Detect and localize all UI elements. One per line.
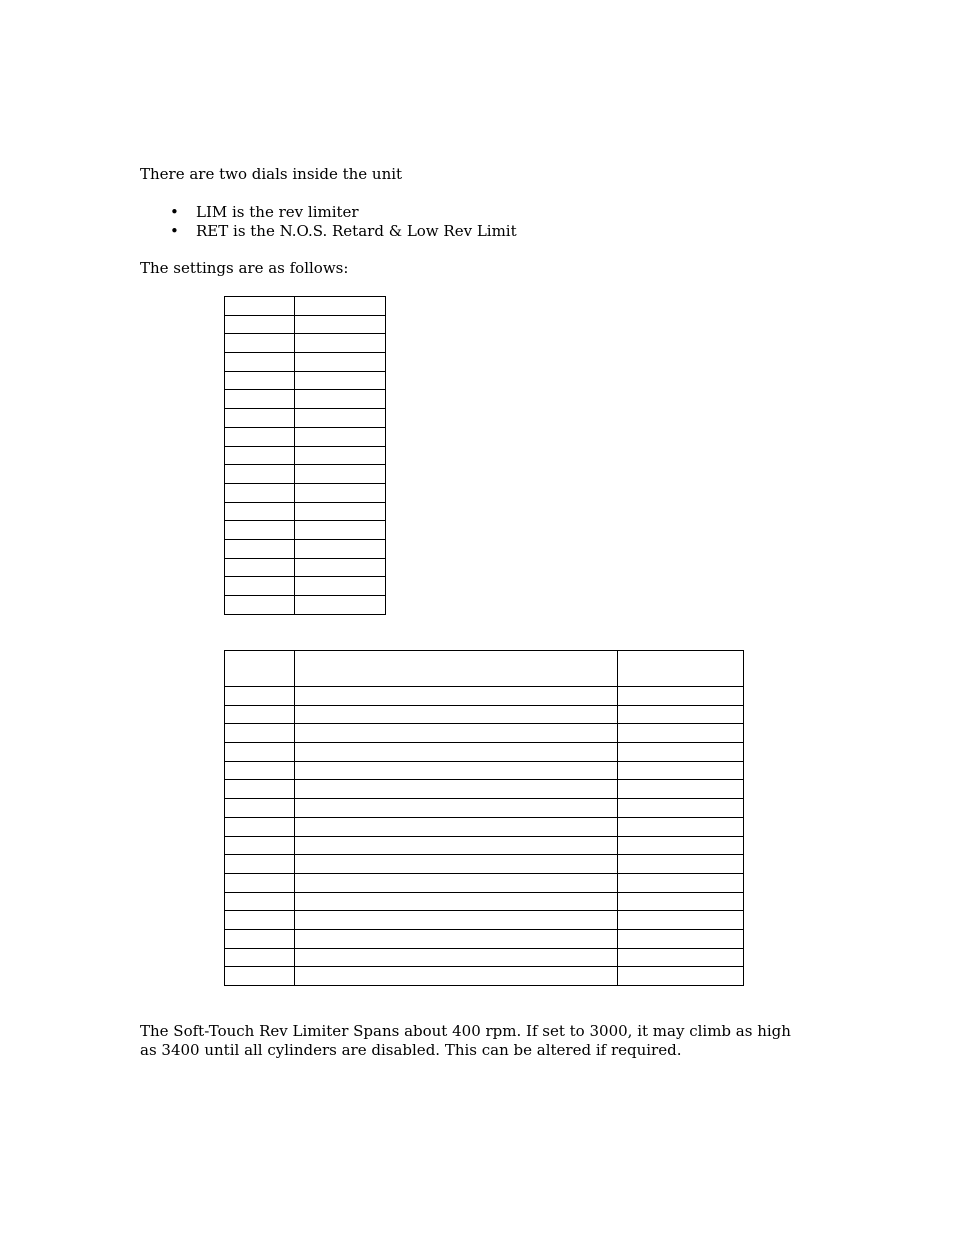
table-row xyxy=(225,743,744,762)
table-cell xyxy=(225,651,295,687)
table-row xyxy=(225,799,744,818)
table-cell xyxy=(295,483,386,502)
table-cell xyxy=(295,911,618,930)
table-row xyxy=(225,873,744,892)
table-cell xyxy=(225,948,295,967)
table-row xyxy=(225,817,744,836)
table-cell xyxy=(225,743,295,762)
table-cell xyxy=(225,353,295,372)
table-cell xyxy=(295,539,386,558)
table-cell xyxy=(295,687,618,706)
table-cell xyxy=(295,446,386,465)
table-cell xyxy=(225,577,295,596)
table-row xyxy=(225,651,744,687)
table-cell xyxy=(225,687,295,706)
table-cell xyxy=(225,371,295,390)
table-row xyxy=(225,929,744,948)
table-cell xyxy=(225,836,295,855)
table-cell xyxy=(618,817,744,836)
table-cell xyxy=(618,929,744,948)
table-cell xyxy=(225,596,295,615)
table-cell xyxy=(618,855,744,874)
table-row xyxy=(225,761,744,780)
table-cell xyxy=(618,836,744,855)
table-cell xyxy=(295,780,618,799)
table-row xyxy=(225,724,744,743)
table-cell xyxy=(295,353,386,372)
table-cell xyxy=(295,297,386,316)
table-cell xyxy=(225,780,295,799)
table-row xyxy=(225,596,386,615)
table-row xyxy=(225,539,386,558)
dial-list xyxy=(140,203,517,241)
table-row xyxy=(225,855,744,874)
table-cell xyxy=(295,799,618,818)
table-cell xyxy=(295,743,618,762)
settings-intro-text: The settings are as follows: xyxy=(140,259,349,277)
table-cell xyxy=(225,705,295,724)
table-cell xyxy=(618,761,744,780)
table-cell xyxy=(295,651,618,687)
table-cell xyxy=(295,577,386,596)
table-cell xyxy=(618,780,744,799)
table-cell xyxy=(295,705,618,724)
table-cell xyxy=(295,521,386,540)
table-cell xyxy=(295,817,618,836)
table-cell xyxy=(295,427,386,446)
table-cell xyxy=(225,855,295,874)
table-row xyxy=(225,390,386,409)
table-cell xyxy=(225,539,295,558)
table-cell xyxy=(295,967,618,986)
list-item xyxy=(140,222,517,241)
table-cell xyxy=(225,409,295,428)
table-row xyxy=(225,502,386,521)
table-cell xyxy=(225,483,295,502)
table-row xyxy=(225,577,386,596)
table-row xyxy=(225,427,386,446)
table-cell xyxy=(295,836,618,855)
table-cell xyxy=(618,799,744,818)
table-row xyxy=(225,892,744,911)
table-row xyxy=(225,687,744,706)
table-cell xyxy=(295,855,618,874)
table-cell xyxy=(295,390,386,409)
table-cell xyxy=(618,743,744,762)
table-cell xyxy=(225,892,295,911)
table-cell xyxy=(618,651,744,687)
table-row xyxy=(225,911,744,930)
table-cell xyxy=(618,948,744,967)
ret-settings-table xyxy=(224,650,744,986)
table-body xyxy=(225,297,386,615)
table-cell xyxy=(225,967,295,986)
table-cell xyxy=(225,297,295,316)
table-cell xyxy=(295,371,386,390)
table-cell xyxy=(618,967,744,986)
table-body xyxy=(225,651,744,986)
table-cell xyxy=(295,315,386,334)
table-cell xyxy=(295,502,386,521)
table-cell xyxy=(225,446,295,465)
table-row xyxy=(225,297,386,316)
table-row xyxy=(225,948,744,967)
closing-paragraph: The Soft-Touch Rev Limiter Spans about 400 rpm. If set to 3000, it may climb as high as 3400 until all cylinders are disabled. This can be altered if required. xyxy=(140,1022,791,1059)
table-cell xyxy=(295,409,386,428)
table-cell xyxy=(618,724,744,743)
list-item xyxy=(140,203,517,222)
table-cell xyxy=(225,558,295,577)
table-row xyxy=(225,465,386,484)
table-cell xyxy=(295,761,618,780)
table-cell xyxy=(225,799,295,818)
table-cell xyxy=(618,705,744,724)
intro-text: There are two dials inside the unit xyxy=(140,165,403,183)
table-cell xyxy=(618,892,744,911)
table-cell xyxy=(225,427,295,446)
table-cell xyxy=(225,502,295,521)
table-cell xyxy=(618,911,744,930)
table-cell xyxy=(295,929,618,948)
list-item-text: RET is the N.O.S. Retard & Low Rev Limit xyxy=(196,222,517,240)
table-row xyxy=(225,836,744,855)
table-row xyxy=(225,483,386,502)
table-cell xyxy=(618,873,744,892)
table-cell xyxy=(225,465,295,484)
table-row xyxy=(225,315,386,334)
list-item-text: LIM is the rev limiter xyxy=(196,203,359,221)
table-cell xyxy=(225,929,295,948)
table-cell xyxy=(225,724,295,743)
table-row xyxy=(225,446,386,465)
table-row xyxy=(225,780,744,799)
table-cell xyxy=(225,390,295,409)
table-row xyxy=(225,353,386,372)
table-row xyxy=(225,371,386,390)
bullet-icon: • xyxy=(170,222,179,240)
table-row xyxy=(225,705,744,724)
table-cell xyxy=(225,334,295,353)
table-cell xyxy=(295,558,386,577)
table-cell xyxy=(295,873,618,892)
table-cell xyxy=(618,687,744,706)
table-row xyxy=(225,334,386,353)
table-cell xyxy=(295,465,386,484)
table-cell xyxy=(295,596,386,615)
table-cell xyxy=(225,873,295,892)
table-cell xyxy=(225,315,295,334)
table-cell xyxy=(225,761,295,780)
bullet-icon: • xyxy=(170,203,179,221)
table-row xyxy=(225,967,744,986)
table-cell xyxy=(295,948,618,967)
table-cell xyxy=(295,334,386,353)
table-cell xyxy=(225,521,295,540)
table-cell xyxy=(225,817,295,836)
lim-settings-table xyxy=(224,296,386,615)
table-cell xyxy=(225,911,295,930)
table-row xyxy=(225,521,386,540)
table-cell xyxy=(295,724,618,743)
table-cell xyxy=(295,892,618,911)
table-row xyxy=(225,409,386,428)
table-row xyxy=(225,558,386,577)
